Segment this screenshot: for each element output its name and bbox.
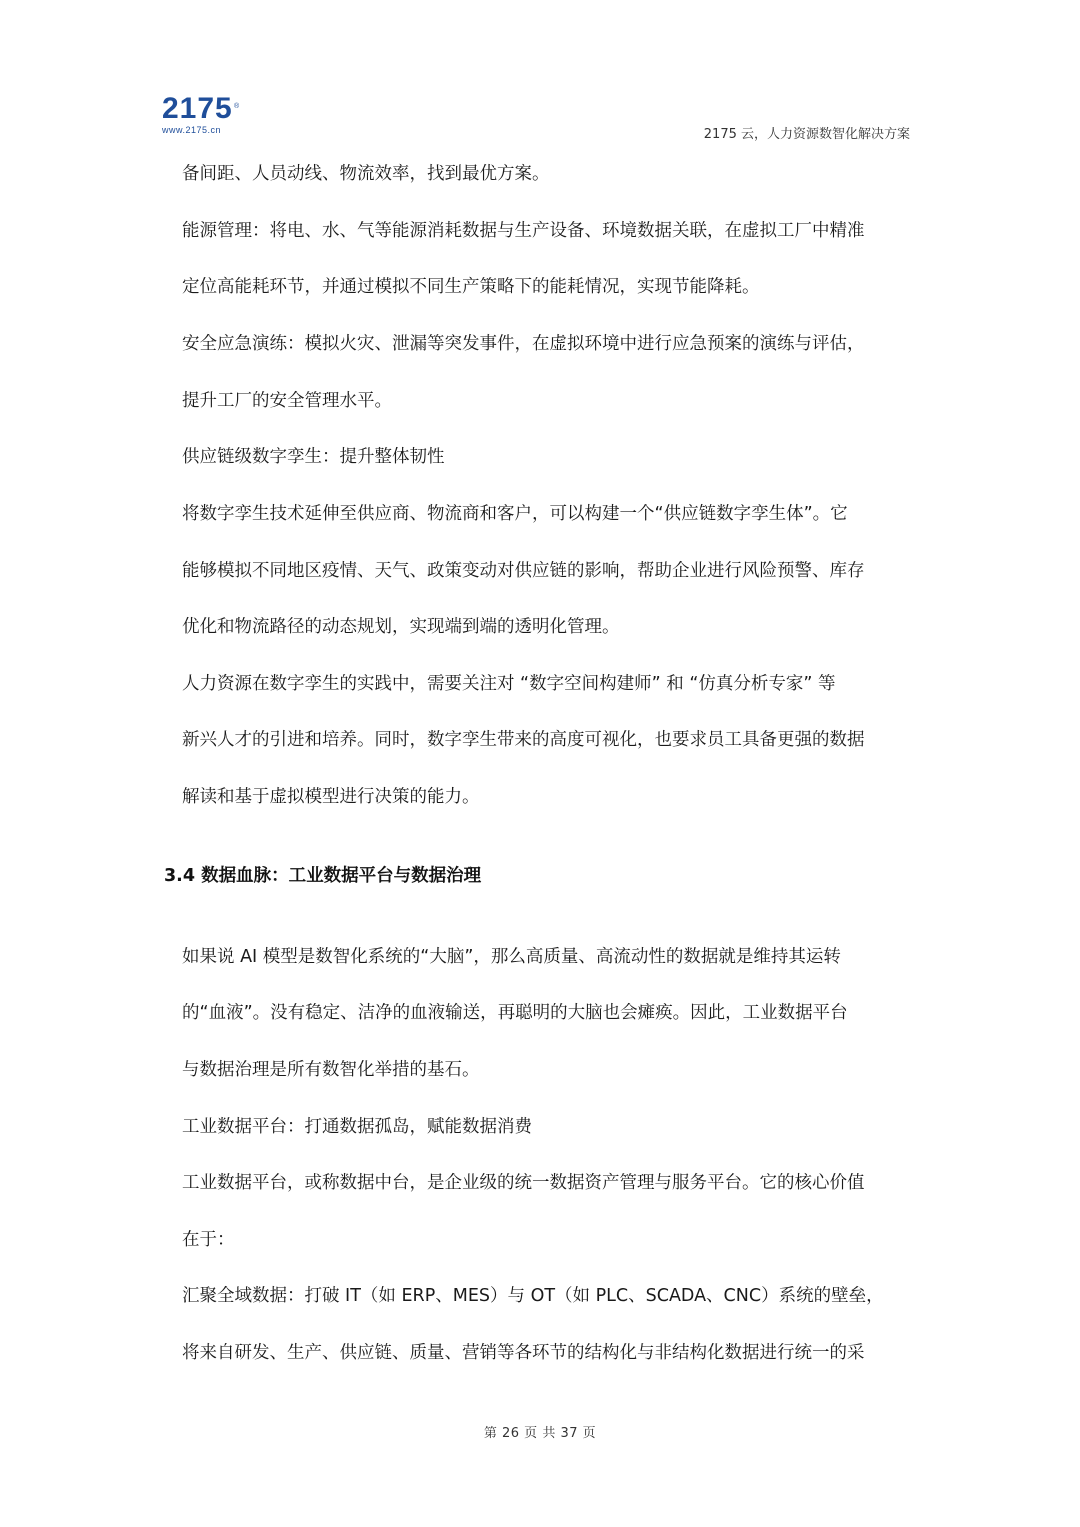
body-line: 解读和基于虚拟模型进行决策的能力。 (182, 787, 480, 807)
body-line: 备间距、人员动线、物流效率，找到最优方案。 (182, 164, 550, 184)
logo-registered-mark: ® (234, 103, 241, 110)
page-number: 第 26 页 共 37 页 (483, 1426, 597, 1441)
body-line: 能够模拟不同地区疫情、天气、政策变动对供应链的影响，帮助企业进行风险预警、库存 (182, 561, 865, 581)
body-line: 将数字孪生技术延伸至供应商、物流商和客户，可以构建一个“供应链数字孪生体”。它 (182, 504, 848, 524)
subheading-line: 工业数据平台：打通数据孤岛，赋能数据消费 (182, 1117, 532, 1137)
body-line: 定位高能耗环节，并通过模拟不同生产策略下的能耗情况，实现节能降耗。 (182, 277, 760, 297)
body-line: 汇聚全域数据：打破 IT（如 ERP、MES）与 OT（如 PLC、SCADA、CNC）系统的壁垒， (182, 1286, 884, 1306)
body-line: 与数据治理是所有数智化举措的基石。 (182, 1060, 480, 1080)
body-line: 人力资源在数字孪生的实践中，需要关注对 “数字空间构建师” 和 “仿真分析专家” 等 (182, 674, 836, 694)
logo-text: 2175 (162, 92, 233, 125)
body-line: 提升工厂的安全管理水平。 (182, 391, 392, 411)
header-title: 2175 云，人力资源数智化解决方案 (703, 127, 910, 142)
body-line: 新兴人才的引进和培养。同时，数字孪生带来的高度可视化，也要求员工具备更强的数据 (182, 730, 865, 750)
body-line: 将来自研发、生产、供应链、质量、营销等各环节的结构化与非结构化数据进行统一的采 (182, 1343, 865, 1363)
body-line: 如果说 AI 模型是数智化系统的“大脑”，那么高质量、高流动性的数据就是维持其运转 (182, 947, 841, 967)
logo-mark (162, 94, 252, 124)
body-line: 在于： (182, 1230, 235, 1250)
logo-url: www.2175.cn (162, 125, 222, 135)
body-line: 安全应急演练：模拟火灾、泄漏等突发事件，在虚拟环境中进行应急预案的演练与评估， (182, 334, 865, 354)
section-heading: 3.4 数据血脉：工业数据平台与数据治理 (164, 866, 482, 886)
body-line: 优化和物流路径的动态规划，实现端到端的透明化管理。 (182, 617, 620, 637)
company-logo (162, 94, 252, 138)
subheading-line: 供应链级数字孪生：提升整体韧性 (182, 447, 445, 467)
body-line: 的“血液”。没有稳定、洁净的血液输送，再聪明的大脑也会瘫痪。因此，工业数据平台 (182, 1003, 848, 1023)
body-line: 工业数据平台，或称数据中台，是企业级的统一数据资产管理与服务平台。它的核心价值 (182, 1173, 865, 1193)
body-line: 能源管理：将电、水、气等能源消耗数据与生产设备、环境数据关联，在虚拟工厂中精准 (182, 221, 865, 241)
